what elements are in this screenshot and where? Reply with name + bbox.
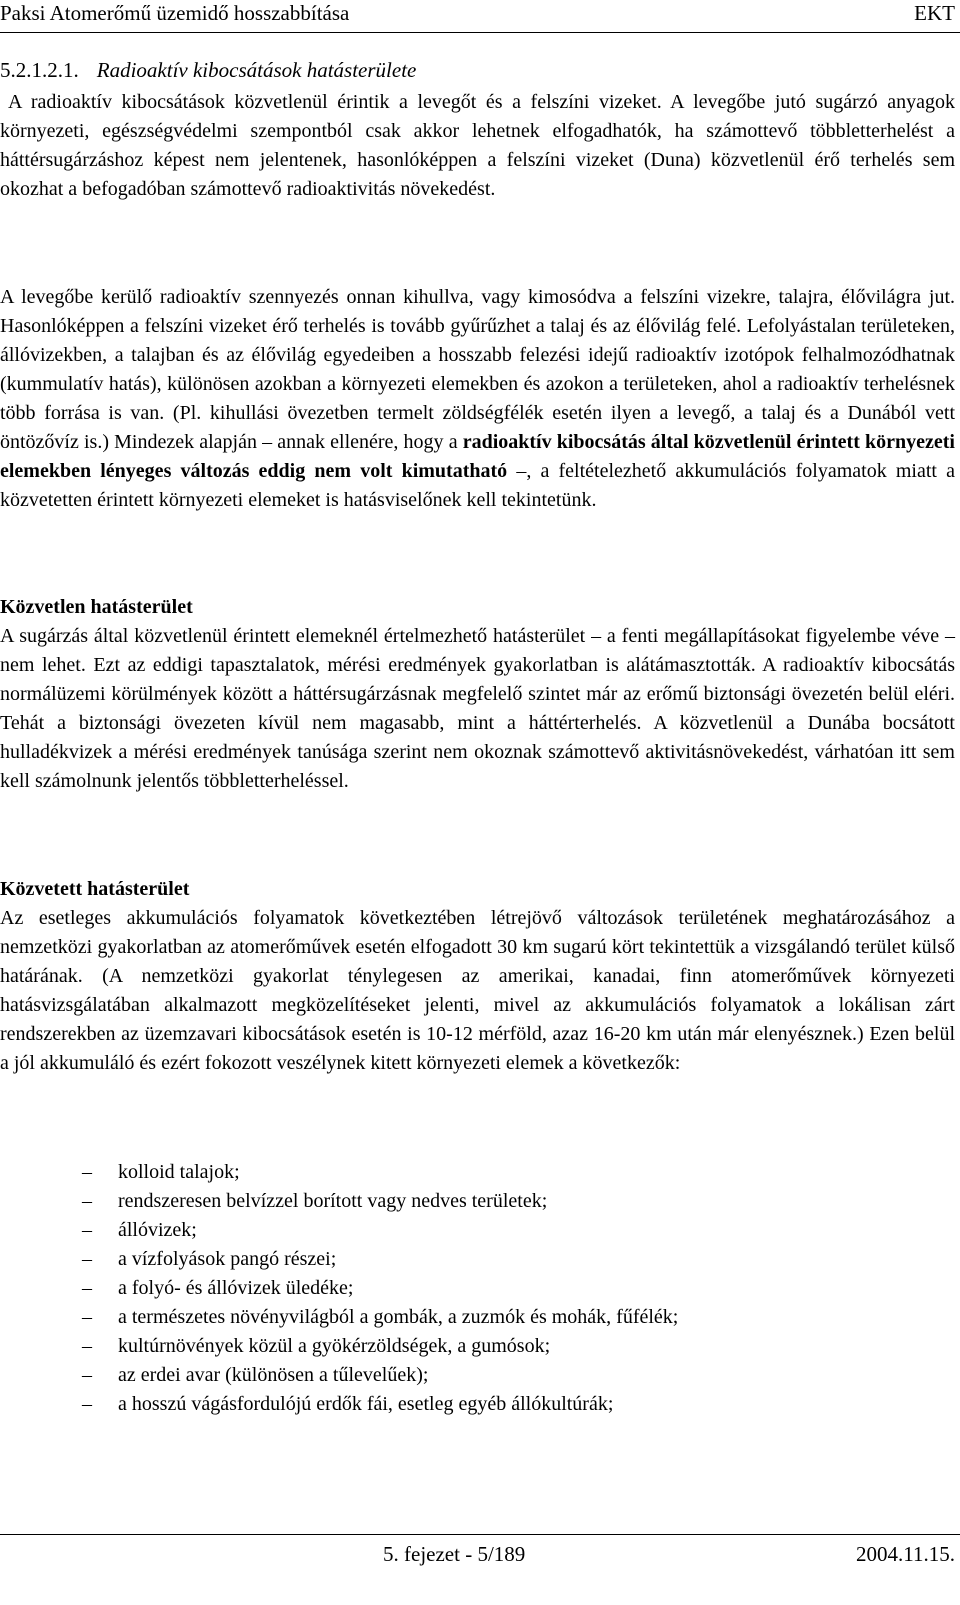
- list-item: – kultúrnövények közül a gyökérzöldségek, a gumósok;: [82, 1335, 551, 1357]
- accumulation-text: A levegőbe kerülő radioaktív szennyezés onnan kihullva, vagy kimosódva a felszíni vizekre, talajra, élővilágra jut. Hasonlóképpen a felszíni vizeket érő terhelés is tovább gyűrűzhet a talaj és az élővilág felé. Lefolyástalan területeken, állóvizekben, a talajban és az élővilág egyedeiben a hosszabb felezési idejű radioaktív izotópok felhalmozódhatnak (kummulatív hatás), különösen azokban a környezeti elemekben és azokon a területeken, ahol a radioaktív terhelésnek több forrása is van. (Pl. kihullási övezetben termelt zöldségfélék esetén ilyen a levegő, a talaj és a Dunából vett öntözővíz is.) Mindezek alapján – annak ellenére, hogy a radioaktív kibocsátás által közvetlenül érintett környezeti elemekben lényeges változás eddig nem volt kimutatható –, a feltételezhető akkumulációs folyamatok miatt a közvetetten érintett környezeti elemeket is hatásviselőnek kell tekintetünk.: [0, 286, 956, 511]
- page-number: 5. fejezet - 5/189: [383, 1542, 526, 1566]
- list-item: – a vízfolyások pangó részei;: [82, 1248, 337, 1270]
- list-item: – kolloid talajok;: [82, 1161, 240, 1183]
- list-item: – a hosszú vágásfordulójú erdők fái, esetleg egyéb állókultúrák;: [82, 1393, 614, 1415]
- list-item: – állóvizek;: [82, 1219, 197, 1241]
- section-number: 5.2.1.2.1.: [0, 58, 79, 82]
- document-date: 2004.11.15.: [856, 1542, 955, 1566]
- list-item: – a folyó- és állóvizek üledéke;: [82, 1277, 354, 1299]
- element-list: [82, 1158, 942, 1419]
- section-title: Radioaktív kibocsátások hatásterülete: [96, 58, 417, 82]
- intro-paragraph: [0, 88, 955, 204]
- indirect-impact-section: [0, 875, 955, 1078]
- key-finding-text: radioaktív kibocsátás által közvetlenül érintett környezeti elemekben lényeges változás eddig nem volt kimutatható: [0, 431, 955, 482]
- list-item: – az erdei avar (különösen a tűlevelűek);: [82, 1364, 429, 1386]
- list-item: – rendszeresen belvízzel borított vagy nedves területek;: [82, 1190, 548, 1212]
- direct-impact-section: [0, 593, 955, 796]
- list-item: – a természetes növényvilágból a gombák, a zuzmók és mohák, fűfélék;: [82, 1306, 679, 1328]
- organization-name: EKT: [914, 1, 955, 25]
- direct-impact-text: A sugárzás által közvetlenül érintett elemeknél értelmezhető hatásterület – a fenti megállapításokat figyelembe véve – nem lehet. Ezt az eddigi tapasztalatok, mérési eredmények gyakorlatban is alátámasztották. A radioaktív kibocsátás normálüzemi körülmények között a háttérsugárzásnak megfelelő szintet már az erőmű biztonsági övezetén belül eléri. Tehát a biztonsági övezeten kívül nem magasabb, mint a háttérterhelés. A közvetlenül a Dunába bocsátott hulladékvizek a mérési eredmények tanúsága szerint nem okoznak számottevő aktivitásnövekedést, várhatóan itt sem kell számolnunk jelentős többletterheléssel.: [0, 625, 955, 792]
- accumulation-paragraph: [0, 283, 955, 515]
- section-heading: [0, 56, 416, 84]
- indirect-impact-heading: Közvetett hatásterület: [0, 878, 190, 900]
- indirect-impact-text: Az esetleges akkumulációs folyamatok következtében létrejövő változások területének meghatározásához a nemzetközi gyakorlatban az atomerőművek esetén elfogadott 30 km sugarú kört tekintettük a vizsgálandó terület külső határának. (A nemzetközi gyakorlat ténylegesen az amerikai, kanadai, finn atomerőművek környezeti hatásvizsgálatában alkalmazott megközelítéseket jelenti, mivel az akkumulációs folyamatok a lokálisan zárt rendszerekben az üzemzavari kibocsátások esetén is 10-12 mérföld, azaz 16-20 km után már elenyésznek.) Ezen belül a jól akkumuláló és ezért fokozott veszélynek kitett környezeti elemek a következők:: [0, 907, 955, 1074]
- intro-text: A radioaktív kibocsátások közvetlenül érintik a levegőt és a felszíni vizeket. A levegőbe jutó sugárzó anyagok környezeti, egészségvédelmi szempontból csak akkor lehetnek elfogadhatók, ha számottevő többletterhelést a háttérsugárzáshoz képest nem jelentenek, hasonlóképpen a felszíni vizeket (Duna) közvetlenül érő terhelés sem okozhat a befogadóban számottevő radioaktivitás növekedést.: [0, 91, 955, 200]
- footer-divider: [0, 1534, 960, 1535]
- document-title: Paksi Atomerőmű üzemidő hosszabbítása: [0, 1, 350, 25]
- direct-impact-heading: Közvetlen hatásterület: [0, 596, 193, 618]
- page-header: [0, 0, 960, 33]
